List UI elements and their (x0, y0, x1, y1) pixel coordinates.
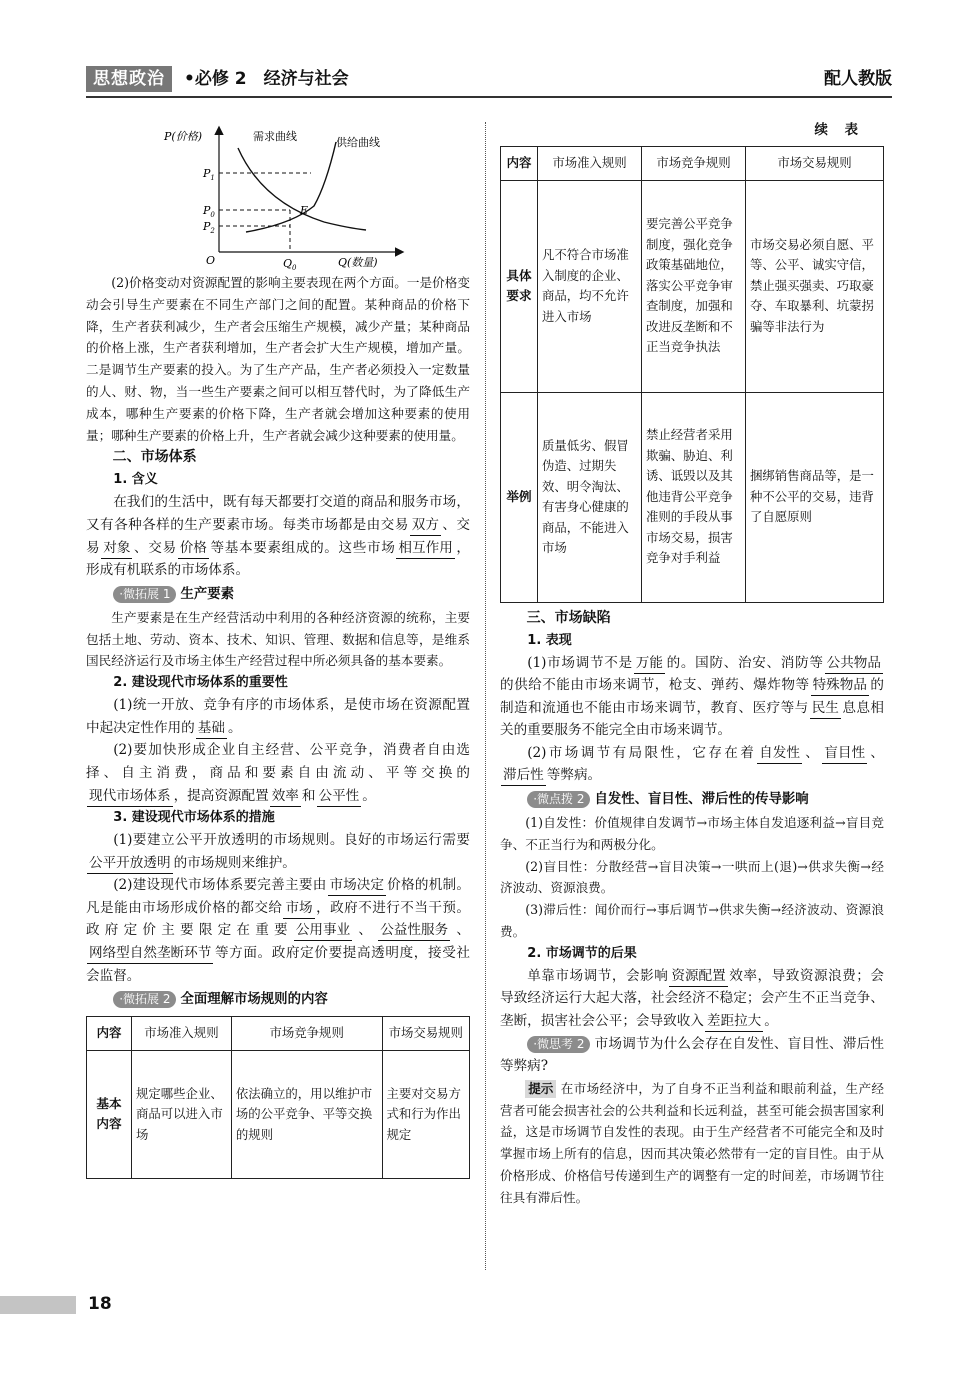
table-header-row (87, 1017, 470, 1051)
column-divider (485, 122, 486, 1270)
equilibrium-label: E (300, 204, 309, 217)
blank-special-goods: 特殊物品 (811, 676, 869, 696)
table-header-cell: 市场竞争规则 (642, 147, 746, 181)
right-column (500, 120, 884, 1209)
blank-efficiency: 效率 (270, 787, 301, 807)
extension-1-heading: ·微拓展 1 生产要素 (86, 582, 470, 607)
table-cell: 凡不符合市场准入制度的企业、商品，均不允许进入市场 (538, 180, 642, 392)
demand-curve (238, 148, 324, 222)
extension-2-heading: ·微拓展 2 全面理解市场规则的内容 (86, 987, 470, 1012)
origin-label: O (206, 254, 216, 267)
blank-open-rules: 公平开放透明 (87, 854, 173, 874)
supply-label: 供给曲线 (336, 136, 380, 149)
demand-curve-tail (324, 222, 366, 230)
defect-point-2: (2)市场调节有局限性，它存在着 自发性 、 盲目性 、滞后性 等弊病。 (500, 742, 884, 787)
extension-1-text: 生产要素是在生产经营活动中利用的各种经济资源的统称，主要包括土地、劳动、资本、技术、知识、管理、数据和信息等，是维系国民经济运行及市场主体生产经营过程中所必须具备的基本要素。 (86, 609, 470, 669)
market-rules-table (86, 1016, 470, 1179)
x-axis-label: Q(数量) (338, 256, 378, 269)
table-header-cell: 市场交易规则 (746, 147, 884, 181)
definition-paragraph: 在我们的生活中，既有每天都要打交道的商品和服务市场，又有各种各样的生产要素市场。每类市场都是由交易 双方 、交易 对象 、交易 价格 等基本要素组成的。这些市场 相互作用 ，形成有机联系的市场体系。 (86, 494, 471, 579)
table-header-row (501, 147, 884, 181)
market-rules-table-continued (500, 146, 884, 603)
spontaneity-chain: (1)自发性：价值规律自发调节→市场主体自发追逐利益→盲目竞争、不正当行为和两极分化。 (500, 815, 884, 852)
p2-label: $P_2$ (203, 220, 215, 235)
subheading-importance: 2. 建设现代市场体系的重要性 (113, 675, 288, 691)
blank-spontaneity: 自发性 (757, 744, 802, 764)
row-label: 基本内容 (87, 1050, 132, 1178)
blank-omnipotent: 万能 (634, 654, 665, 674)
table-cell: 市场交易必须自愿、平等、公平、诚实守信，禁止强买强卖、巧取豪夺、车取暴利、坑蒙拐骗等非法行为 (746, 180, 884, 392)
table-header-cell: 内容 (87, 1017, 132, 1051)
p1-label: $P_1$ (203, 167, 215, 182)
blank-resource-allocation: 资源配置 (669, 967, 727, 987)
table-cell: 禁止经营者采用欺骗、胁迫、利诱、诋毁以及其他违背公平竞争准则的手段从事市场交易，损害竞争对手利益 (642, 392, 746, 602)
hint-paragraph: 提示 在市场经济中，为了自身不正当利益和眼前利益，生产经营者可能会损害社会的公共利益和长远利益，甚至可能会损害国家利益，这是市场调节自发性的表现。由于生产经营者不可能完全和及时掌握市场上所有的信息，因而其决策必然带有一定的盲目性。由于从价格形成、价格信号传递到生产的调整有一定的时间差，市场调节往往具有滞后性。 (500, 1080, 884, 1205)
table-cell: 要完善公平竞争制度，强化竞争政策基础地位，落实公平竞争审查制度，加强和改进反垄断和不正当竞争执法 (642, 180, 746, 392)
blank-fairness: 公平性 (317, 787, 362, 807)
table-cell: 规定哪些企业、商品可以进入市场 (132, 1050, 232, 1178)
table-row (501, 392, 884, 602)
blank-livelihood: 民生 (810, 699, 841, 719)
subheading-consequences: 2. 市场调节的后果 (527, 945, 637, 961)
table-row (87, 1050, 470, 1178)
continued-label: 续 表 (814, 123, 864, 138)
importance-point-1: (1)统一开放、竞争有序的市场体系，是使市场在资源配置中起决定性作用的 基础 。 (86, 694, 470, 739)
section-title-market-failure: 三、市场缺陷 (526, 609, 611, 626)
subheading-manifestation: 1. 表现 (527, 632, 572, 648)
q0-label: $Q_0$ (283, 257, 297, 272)
blank-foundation: 基础 (196, 719, 227, 739)
point-tag: ·微点拨 2 (527, 791, 590, 808)
row-label: 具体要求 (501, 180, 538, 392)
subject-tag: 思想政治 (86, 66, 172, 92)
y-axis-label: P(价格) (164, 130, 202, 143)
price-effect-paragraph: (2)价格变动对资源配置的影响主要表现在两个方面。一是价格变动会引导生产要素在不同生产部门之间的配置。某种商品的价格下降，生产者获利减少，生产者会压缩生产规模，减少产量；某种商品的价格上涨，生产者获利增加，生产者会扩大生产规模，增加产量。二是调节生产要素的投入。为了生产产品，生产者必须投入一定数量的人、财、物，当一些生产要素之间可以相互替代时，为了降低生产成本，哪种生产要素的价格下降，生产者就会增加这种要素的使用量；哪种生产要素的价格上升，生产者就会减少这种要素的使用量。 (86, 275, 470, 443)
blank-modern-market: 现代市场体系 (87, 787, 173, 807)
supply-curve (246, 142, 336, 232)
blank-public-services: 公益性服务 (378, 921, 450, 941)
section-title-market-system: 二、市场体系 (112, 449, 197, 466)
blank-public-goods: 公共物品 (825, 654, 883, 674)
table-cell: 质量低劣、假冒伪造、过期失效、明令淘汰、有害身心健康的商品，不能进入市场 (538, 392, 642, 602)
extension-tag: ·微拓展 1 (113, 586, 176, 603)
blank-price: 价格 (178, 539, 209, 559)
blank-public-utilities: 公用事业 (294, 921, 352, 941)
table-header-cell: 市场准入规则 (132, 1017, 232, 1051)
extension-tag: ·微拓展 2 (113, 991, 176, 1008)
table-header-cell: 市场准入规则 (538, 147, 642, 181)
table-cell: 捆绑销售商品等，是一种不公平的交易，违背了自愿原则 (746, 392, 884, 602)
blank-income-gap: 差距拉大 (705, 1012, 763, 1032)
subheading-measures: 3. 建设现代市场体系的措施 (113, 810, 275, 826)
lag-chain: (3)滞后性：闻价而行→事后调节→供求失衡→经济波动、资源浪费。 (500, 902, 884, 940)
supply-demand-figure (86, 120, 470, 272)
blindness-chain: (2)盲目性：分散经营→盲目决策→一哄而上(退)→供求失衡→经济波动、资源浪费。 (500, 858, 884, 896)
demand-label: 需求曲线 (253, 130, 297, 143)
subheading-meaning: 1. 含义 (113, 472, 158, 488)
measure-2: (2)建设现代市场体系要完善主要由 市场决定 价格的机制。凡是能由市场形成价格的都交给 市场 ，政府不进行不当干预。政府定价主要限定在重要 公用事业 、 公益性服务 、网络型自然垄断环节 等方面。政府定价要提高透明度，接受社会监督。 (86, 877, 471, 984)
defect-point-1: (1)市场调节不是 万能 的。国防、治安、消防等 公共物品的供给不能由市场来调节，枪支、弹药、爆炸物等 特殊物品 的制造和流通也不能由市场来调节，教育、医疗等与 民生 息息相关的重要服务不能完全由市场来调节。 (500, 654, 885, 739)
page-number: 18 (88, 1294, 112, 1314)
table-row (501, 180, 884, 392)
table-cell: 依法确立的，用以维护市场的公平竞争、平等交换的规则 (231, 1050, 382, 1178)
blank-lag: 滞后性 (501, 766, 546, 786)
page-header (86, 66, 892, 94)
blank-interaction: 相互作用 (396, 539, 454, 559)
think-2-question: ·微思考 2 市场调节为什么会存在自发性、盲目性、滞后性等弊病? (500, 1035, 884, 1075)
table-header-cell: 市场竞争规则 (231, 1017, 382, 1051)
point-2-heading: ·微点拨 2 自发性、盲目性、滞后性的传导影响 (500, 787, 884, 812)
table-header-cell: 市场交易规则 (382, 1017, 469, 1051)
left-column (86, 120, 470, 1179)
book-title: •必修 2 经济与社会 (184, 69, 349, 89)
importance-point-2: (2)要加快形成企业自主经营、公平竞争，消费者自由选择、自主消费，商品和要素自由流动、平等交换的现代市场体系 ，提高资源配置 效率 和 公平性 。 (86, 739, 470, 807)
blank-blindness: 盲目性 (822, 744, 867, 764)
blank-parties: 双方 (410, 516, 441, 536)
row-label: 举例 (501, 392, 538, 602)
p0-label: $P_0$ (203, 204, 215, 219)
footer-bar (0, 1296, 76, 1314)
table-cell: 主要对交易方式和行为作出规定 (382, 1050, 469, 1178)
blank-market-decides: 市场决定 (328, 876, 386, 896)
header-rule (86, 96, 892, 98)
measure-1: (1)要建立公平开放透明的市场规则。良好的市场运行需要公平开放透明 的市场规则来维护。 (86, 829, 470, 874)
edition-label: 配人教版 (824, 69, 892, 89)
hint-label: 提示 (525, 1080, 556, 1098)
blank-natural-monopoly: 网络型自然垄断环节 (87, 944, 213, 964)
consequences-paragraph: 单靠市场调节，会影响 资源配置 效率，导致资源浪费；会导致经济运行大起大落，社会经济不稳定；会产生不正当竞争、垄断，损害社会公平；会导致收入 差距拉大 。 (500, 965, 884, 1033)
blank-objects: 对象 (101, 539, 132, 559)
think-tag: ·微思考 2 (527, 1036, 590, 1053)
blank-market: 市场 (283, 899, 314, 919)
table-header-cell: 内容 (501, 147, 538, 181)
